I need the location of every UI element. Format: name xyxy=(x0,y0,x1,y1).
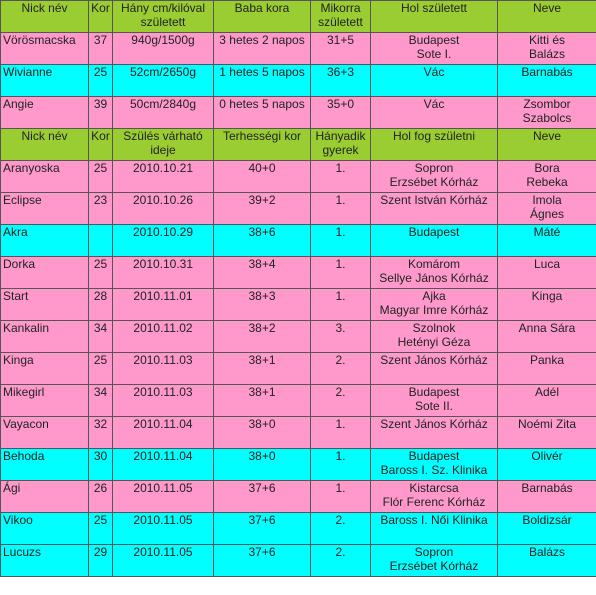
column-header: Hol fog születni xyxy=(371,129,498,161)
week-cell: 1. xyxy=(311,193,371,225)
week-cell: 1. xyxy=(311,257,371,289)
measure-cell: 2010.11.05 xyxy=(113,513,214,545)
age-cell: 25 xyxy=(89,353,113,385)
table-row xyxy=(1,257,596,289)
table-row xyxy=(1,161,596,193)
week-cell: 36+3 xyxy=(311,65,371,97)
column-header: Mikorra született xyxy=(311,1,371,33)
age-cell: 29 xyxy=(89,545,113,577)
week-cell: 1. xyxy=(311,225,371,257)
babyage-cell: 38+0 xyxy=(214,449,311,481)
name-cell: Olivér xyxy=(498,449,596,481)
name-cell: Kitti és Balázs xyxy=(498,33,596,65)
table-row xyxy=(1,289,596,321)
place-cell: Szent János Kórház xyxy=(371,417,498,449)
age-cell xyxy=(89,225,113,257)
nick-cell: Start xyxy=(1,289,89,321)
name-cell: Balázs xyxy=(498,545,596,577)
table-row xyxy=(1,545,596,577)
babyage-cell: 37+6 xyxy=(214,513,311,545)
place-cell: Szolnok Hetényi Géza xyxy=(371,321,498,353)
name-cell: Kinga xyxy=(498,289,596,321)
name-cell: Zsombor Szabolcs xyxy=(498,97,596,129)
place-cell: Budapest xyxy=(371,225,498,257)
name-cell: Adél xyxy=(498,385,596,417)
measure-cell: 50cm/2840g xyxy=(113,97,214,129)
nick-cell: Vayacon xyxy=(1,417,89,449)
column-header: Hány cm/kilóval született xyxy=(113,1,214,33)
nick-cell: Ági xyxy=(1,481,89,513)
week-cell: 1. xyxy=(311,481,371,513)
nick-cell: Akra xyxy=(1,225,89,257)
column-header: Kor xyxy=(89,1,113,33)
place-cell: Sopron Erzsébet Kórház xyxy=(371,161,498,193)
measure-cell: 2010.11.04 xyxy=(113,449,214,481)
measure-cell: 2010.10.29 xyxy=(113,225,214,257)
place-cell: Vác xyxy=(371,97,498,129)
table-row xyxy=(1,97,596,129)
week-cell: 35+0 xyxy=(311,97,371,129)
measure-cell: 2010.11.03 xyxy=(113,385,214,417)
table-row xyxy=(1,321,596,353)
age-cell: 34 xyxy=(89,385,113,417)
column-header: Szülés várható ideje xyxy=(113,129,214,161)
babyage-cell: 40+0 xyxy=(214,161,311,193)
place-cell: Budapest Baross I. Sz. Klinika xyxy=(371,449,498,481)
week-cell: 1. xyxy=(311,161,371,193)
table-row xyxy=(1,513,596,545)
nick-cell: Lucuzs xyxy=(1,545,89,577)
place-cell: Ajka Magyar Imre Kórház xyxy=(371,289,498,321)
age-cell: 32 xyxy=(89,417,113,449)
nick-cell: Eclipse xyxy=(1,193,89,225)
week-cell: 2. xyxy=(311,513,371,545)
nick-cell: Behoda xyxy=(1,449,89,481)
place-cell: Budapest Sote I. xyxy=(371,33,498,65)
measure-cell: 52cm/2650g xyxy=(113,65,214,97)
place-cell: Kistarcsa Flór Ferenc Kórház xyxy=(371,481,498,513)
measure-cell: 2010.11.02 xyxy=(113,321,214,353)
column-header: Neve xyxy=(498,129,596,161)
week-cell: 3. xyxy=(311,321,371,353)
babyage-cell: 37+6 xyxy=(214,481,311,513)
measure-cell: 2010.10.31 xyxy=(113,257,214,289)
week-cell: 1. xyxy=(311,417,371,449)
column-header: Nick név xyxy=(1,129,89,161)
age-cell: 25 xyxy=(89,161,113,193)
nick-cell: Kankalin xyxy=(1,321,89,353)
age-cell: 39 xyxy=(89,97,113,129)
babyage-cell: 38+4 xyxy=(214,257,311,289)
measure-cell: 2010.11.03 xyxy=(113,353,214,385)
nick-cell: Kinga xyxy=(1,353,89,385)
measure-cell: 2010.11.05 xyxy=(113,545,214,577)
measure-cell: 2010.11.05 xyxy=(113,481,214,513)
name-cell: Panka xyxy=(498,353,596,385)
age-cell: 34 xyxy=(89,321,113,353)
table-row xyxy=(1,481,596,513)
babyage-cell: 37+6 xyxy=(214,545,311,577)
age-cell: 25 xyxy=(89,513,113,545)
nick-cell: Mikegirl xyxy=(1,385,89,417)
place-cell: Szent István Kórház xyxy=(371,193,498,225)
age-cell: 28 xyxy=(89,289,113,321)
header-row-expected xyxy=(1,129,596,161)
babyage-cell: 38+1 xyxy=(214,353,311,385)
babyage-cell: 38+0 xyxy=(214,417,311,449)
name-cell: Barnabás xyxy=(498,65,596,97)
nick-cell: Vikoo xyxy=(1,513,89,545)
table-row xyxy=(1,449,596,481)
week-cell: 31+5 xyxy=(311,33,371,65)
babyage-cell: 38+3 xyxy=(214,289,311,321)
name-cell: Boldizsár xyxy=(498,513,596,545)
measure-cell: 2010.11.04 xyxy=(113,417,214,449)
table-row xyxy=(1,65,596,97)
babyage-cell: 1 hetes 5 napos xyxy=(214,65,311,97)
nick-cell: Vörösmacska xyxy=(1,33,89,65)
age-cell: 30 xyxy=(89,449,113,481)
name-cell: Bora Rebeka xyxy=(498,161,596,193)
table-row xyxy=(1,225,596,257)
week-cell: 2. xyxy=(311,385,371,417)
week-cell: 1. xyxy=(311,289,371,321)
babyage-cell: 3 hetes 2 napos xyxy=(214,33,311,65)
place-cell: Budapest Sote II. xyxy=(371,385,498,417)
week-cell: 2. xyxy=(311,353,371,385)
name-cell: Imola Ágnes xyxy=(498,193,596,225)
place-cell: Komárom Sellye János Kórház xyxy=(371,257,498,289)
age-cell: 25 xyxy=(89,257,113,289)
place-cell: Sopron Erzsébet Kórház xyxy=(371,545,498,577)
name-cell: Noémi Zita xyxy=(498,417,596,449)
measure-cell: 940g/1500g xyxy=(113,33,214,65)
babyage-cell: 0 hetes 5 napos xyxy=(214,97,311,129)
babyage-cell: 39+2 xyxy=(214,193,311,225)
column-header: Nick név xyxy=(1,1,89,33)
place-cell: Szent János Kórház xyxy=(371,353,498,385)
place-cell: Baross I. Női Klinika xyxy=(371,513,498,545)
babyage-cell: 38+2 xyxy=(214,321,311,353)
table-row xyxy=(1,193,596,225)
table-row xyxy=(1,417,596,449)
nick-cell: Wivianne xyxy=(1,65,89,97)
week-cell: 1. xyxy=(311,449,371,481)
name-cell: Barnabás xyxy=(498,481,596,513)
column-header: Baba kora xyxy=(214,1,311,33)
column-header: Hol született xyxy=(371,1,498,33)
age-cell: 37 xyxy=(89,33,113,65)
age-cell: 25 xyxy=(89,65,113,97)
header-row-born xyxy=(1,1,596,33)
table-row xyxy=(1,33,596,65)
age-cell: 23 xyxy=(89,193,113,225)
measure-cell: 2010.10.26 xyxy=(113,193,214,225)
column-header: Neve xyxy=(498,1,596,33)
table-row xyxy=(1,353,596,385)
babyage-cell: 38+6 xyxy=(214,225,311,257)
table-row xyxy=(1,385,596,417)
column-header: Hányadik gyerek xyxy=(311,129,371,161)
name-cell: Anna Sára xyxy=(498,321,596,353)
babyage-cell: 38+1 xyxy=(214,385,311,417)
column-header: Terhességi kor xyxy=(214,129,311,161)
nick-cell: Dorka xyxy=(1,257,89,289)
place-cell: Vác xyxy=(371,65,498,97)
name-cell: Luca xyxy=(498,257,596,289)
nick-cell: Aranyoska xyxy=(1,161,89,193)
measure-cell: 2010.11.01 xyxy=(113,289,214,321)
name-cell: Máté xyxy=(498,225,596,257)
measure-cell: 2010.10.21 xyxy=(113,161,214,193)
column-header: Kor xyxy=(89,129,113,161)
nick-cell: Angie xyxy=(1,97,89,129)
week-cell: 2. xyxy=(311,545,371,577)
age-cell: 26 xyxy=(89,481,113,513)
